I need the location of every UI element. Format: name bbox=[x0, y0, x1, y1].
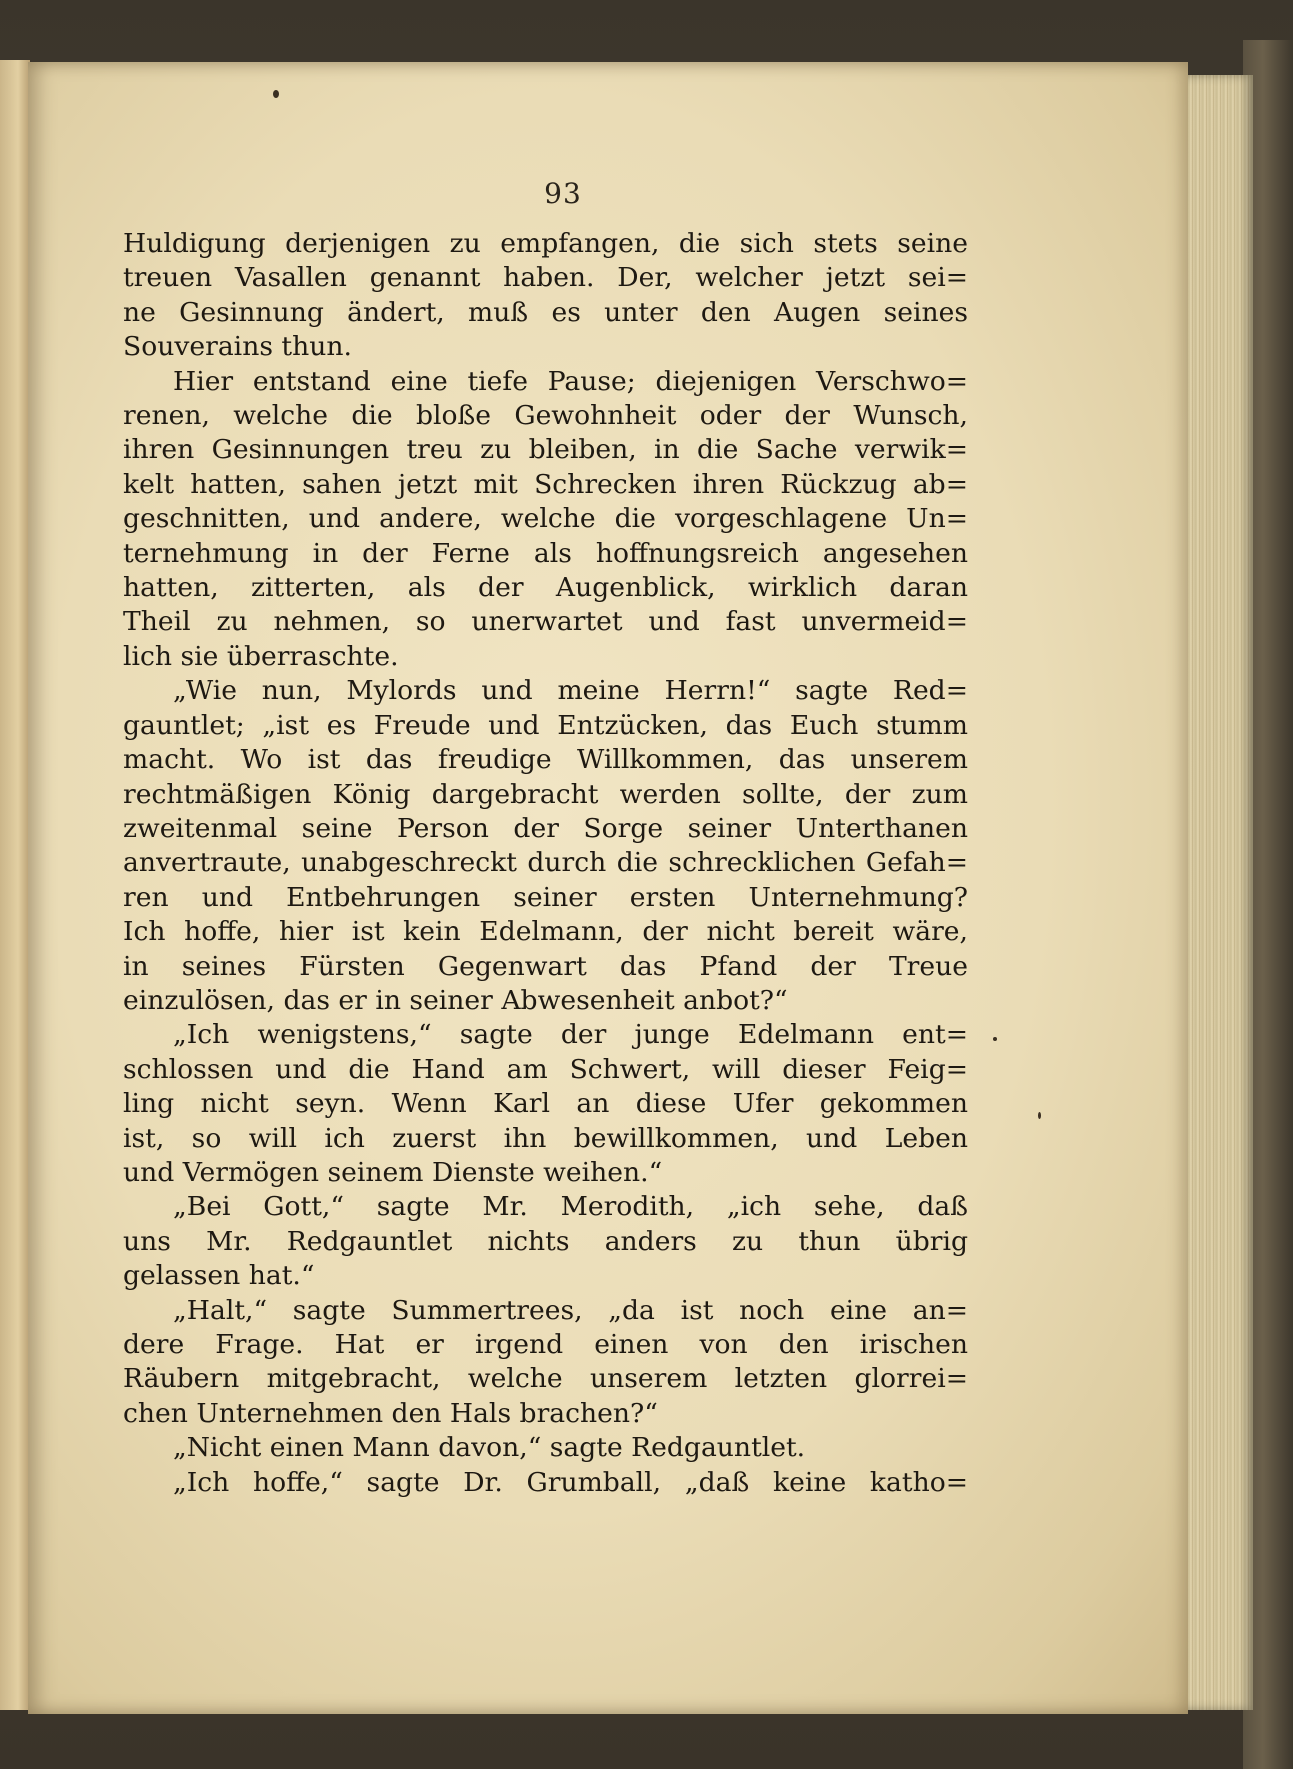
text-line: Ich hoffe, hier ist kein Edelmann, der nicht bereit wäre, bbox=[123, 916, 968, 948]
previous-page-edge bbox=[0, 60, 30, 1710]
text-line: anvertraute, unabgeschreckt durch die schrecklichen Gefah= bbox=[123, 847, 968, 879]
text-line: macht. Wo ist das freudige Willkommen, das unserem bbox=[123, 744, 968, 776]
text-line: Huldigung derjenigen zu empfangen, die sich stets seine bbox=[123, 228, 968, 259]
text-line: „Wie nun, Mylords und meine Herrn!“ sagte Red= bbox=[173, 675, 968, 707]
paper-speck bbox=[1038, 1112, 1041, 1119]
text-line: dere Frage. Hat er irgend einen von den irischen bbox=[123, 1329, 968, 1360]
text-line: Theil zu nehmen, so unerwartet und fast unvermeid= bbox=[123, 606, 968, 638]
text-line: „Ich wenigstens,“ sagte der junge Edelmann ent= bbox=[173, 1019, 968, 1051]
text-line: „Ich hoffe,“ sagte Dr. Grumball, „daß keine katho= bbox=[173, 1466, 968, 1498]
text-line: Räubern mitgebracht, welche unserem letzten glorrei= bbox=[123, 1363, 968, 1395]
text-line: zweitenmal seine Person der Sorge seiner Unterthanen bbox=[123, 812, 968, 844]
text-line: ling nicht seyn. Wenn Karl an diese Ufer gekommen bbox=[123, 1088, 968, 1120]
paper-speck bbox=[273, 90, 279, 98]
text-line: kelt hatten, sahen jetzt mit Schrecken ihren Rückzug ab= bbox=[123, 468, 968, 500]
text-line: einzulösen, das er in seiner Abwesenheit anbot?“ bbox=[123, 984, 788, 1016]
text-line: Souverains thun. bbox=[123, 331, 352, 363]
text-line: ihren Gesinnungen treu zu bleiben, in die Sache verwik= bbox=[123, 434, 968, 466]
text-line: lich sie überraschte. bbox=[123, 640, 399, 672]
text-line: ternehmung in der Ferne als hoffnungsreich angesehen bbox=[123, 537, 968, 569]
text-line: „Nicht einen Mann davon,“ sagte Redgauntlet. bbox=[173, 1432, 806, 1464]
text-line: uns Mr. Redgauntlet nichts anders zu thun übrig bbox=[123, 1225, 968, 1257]
paper-speck bbox=[993, 1037, 997, 1041]
text-line: renen, welche die bloße Gewohnheit oder der Wunsch, bbox=[123, 400, 968, 432]
text-line: gelassen hat.“ bbox=[123, 1260, 315, 1292]
book-page bbox=[28, 62, 1188, 1714]
page-number: 93 bbox=[544, 177, 582, 210]
page-text-body bbox=[123, 227, 968, 1500]
text-line: gauntlet; „ist es Freude und Entzücken, das Euch stumm bbox=[123, 709, 968, 741]
text-line: schlossen und die Hand am Schwert, will dieser Feig= bbox=[123, 1053, 968, 1085]
text-line: „Bei Gott,“ sagte Mr. Merodith, „ich sehe, daß bbox=[173, 1191, 968, 1223]
text-line: Hier entstand eine tiefe Pause; diejenigen Verschwo= bbox=[173, 365, 968, 397]
text-line: ist, so will ich zuerst ihn bewillkommen, und Leben bbox=[123, 1122, 968, 1154]
text-line: ren und Entbehrungen seiner ersten Unternehmung? bbox=[123, 881, 968, 913]
text-line: treuen Vasallen genannt haben. Der, welcher jetzt sei= bbox=[123, 262, 968, 294]
text-line: hatten, zitterten, als der Augenblick, wirklich daran bbox=[123, 572, 968, 604]
text-line: geschnitten, und andere, welche die vorgeschlagene Un= bbox=[123, 503, 968, 535]
text-line: chen Unternehmen den Hals brachen?“ bbox=[123, 1397, 658, 1429]
text-line: in seines Fürsten Gegenwart das Pfand der Treue bbox=[123, 950, 968, 982]
text-line: „Halt,“ sagte Summertrees, „da ist noch eine an= bbox=[173, 1294, 968, 1326]
text-line: rechtmäßigen König dargebracht werden sollte, der zum bbox=[123, 778, 968, 810]
text-line: und Vermögen seinem Dienste weihen.“ bbox=[123, 1156, 663, 1188]
text-line: ne Gesinnung ändert, muß es unter den Augen seines bbox=[123, 296, 968, 328]
